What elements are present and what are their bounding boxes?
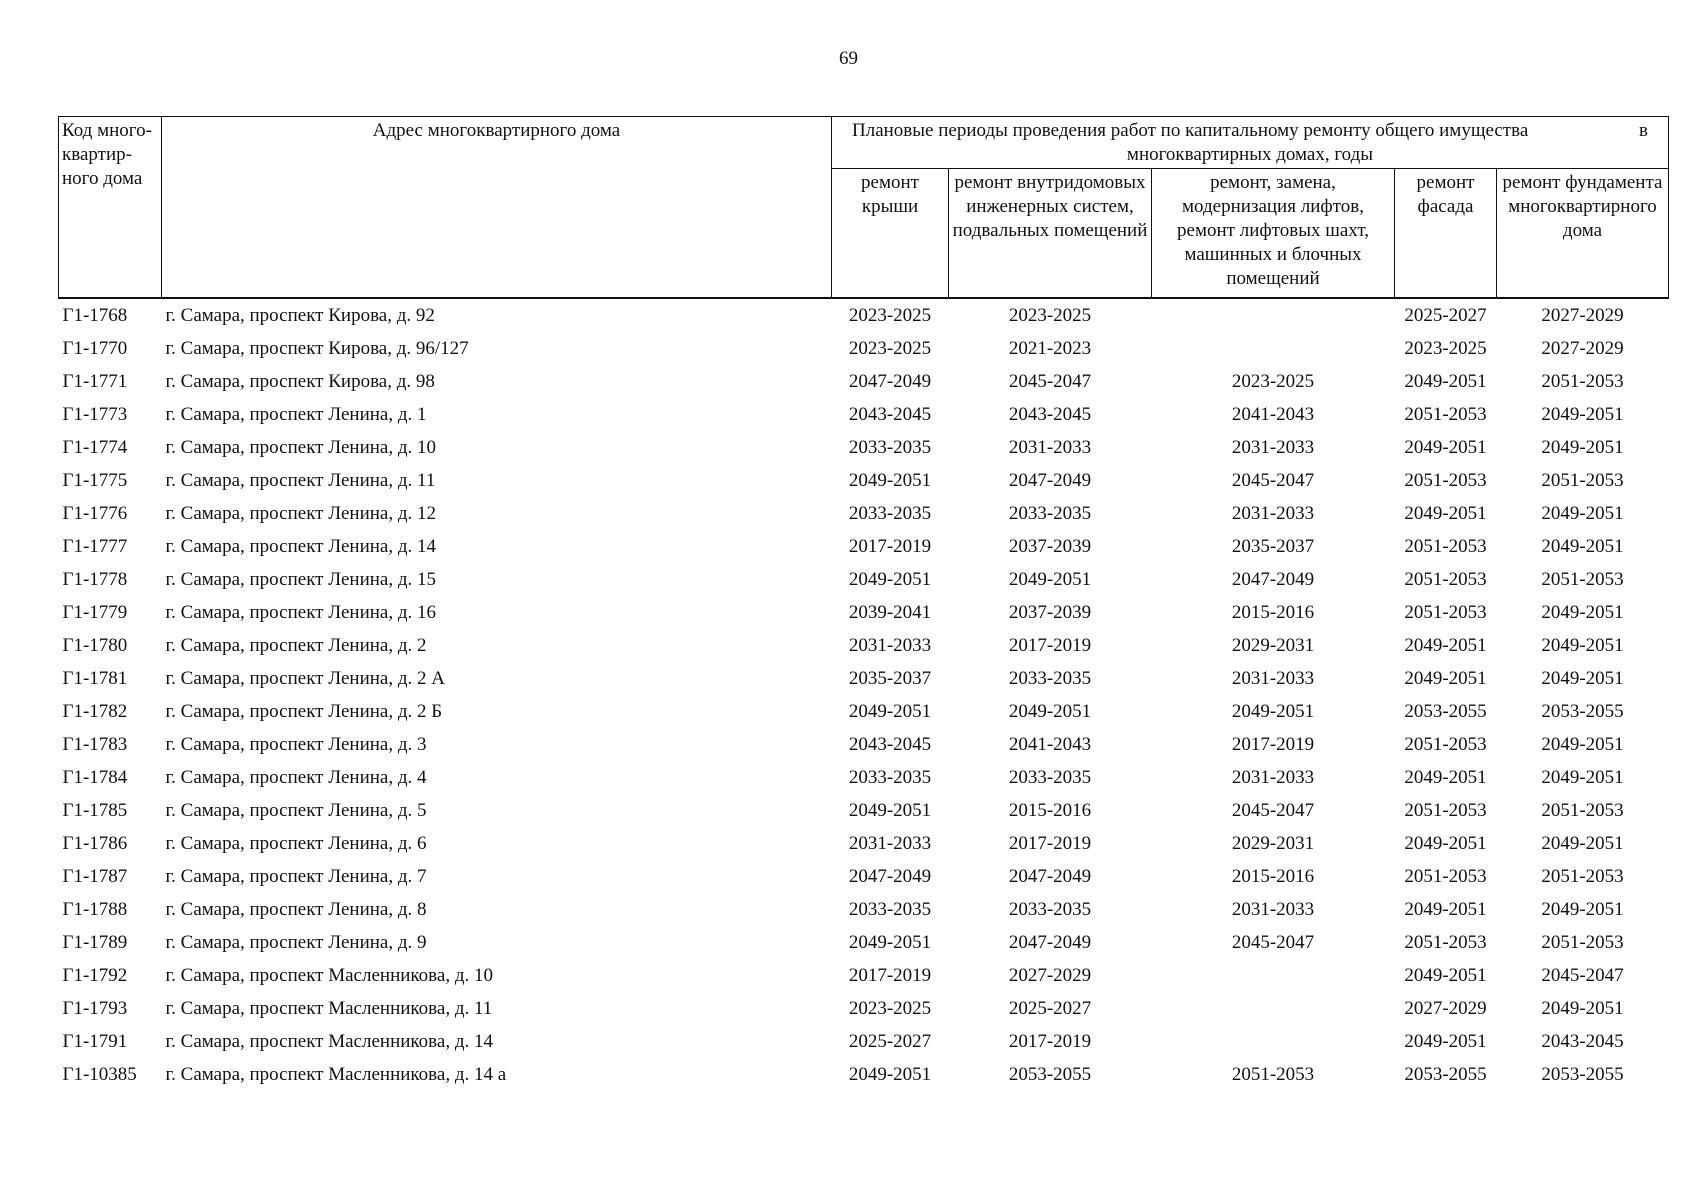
cell-address: г. Самара, проспект Ленина, д. 10 — [165, 436, 437, 458]
cell-foundation: 2049-2051 — [1541, 634, 1624, 656]
cell-foundation: 2049-2051 — [1541, 403, 1624, 425]
table-row — [59, 332, 1669, 365]
cell-lifts — [1152, 332, 1395, 365]
header-address: Адрес многоквартирного дома — [162, 117, 832, 299]
cell-code: Г1-1776 — [62, 502, 128, 524]
cell-facade: 2053-2055 — [1404, 1063, 1487, 1085]
cell-lifts — [1152, 959, 1395, 992]
cell-lifts: 2049-2051 — [1231, 700, 1315, 722]
header-periods-line1-end: в — [1639, 120, 1648, 141]
cell-facade: 2049-2051 — [1404, 370, 1487, 392]
cell-lifts — [1152, 1025, 1395, 1058]
cell-address: г. Самара, проспект Масленникова, д. 10 — [165, 964, 493, 986]
cell-engineering: 2017-2019 — [1008, 832, 1092, 854]
table-row — [59, 497, 1669, 530]
cell-roof: 2049-2051 — [848, 931, 932, 953]
header-engineering: ремонт внутридомовых инженерных систем, подвальных помещений — [949, 169, 1152, 299]
cell-foundation: 2049-2051 — [1541, 766, 1624, 788]
cell-lifts: 2031-2033 — [1231, 898, 1315, 920]
cell-roof: 2017-2019 — [848, 964, 932, 986]
table-row — [59, 530, 1669, 563]
cell-facade: 2051-2053 — [1404, 733, 1487, 755]
header-foundation: ремонт фундамента многоквартирного дома — [1497, 169, 1669, 299]
cell-roof: 2025-2027 — [848, 1030, 932, 1052]
header-periods-line2: многоквартирных домах, годы — [1126, 144, 1374, 165]
cell-lifts: 2015-2016 — [1231, 601, 1315, 623]
cell-engineering: 2045-2047 — [1008, 370, 1092, 392]
cell-roof: 2023-2025 — [848, 337, 932, 359]
cell-lifts: 2045-2047 — [1231, 931, 1315, 953]
cell-engineering: 2037-2039 — [1008, 601, 1092, 623]
cell-address: г. Самара, проспект Ленина, д. 4 — [165, 766, 427, 788]
cell-engineering: 2025-2027 — [1008, 997, 1092, 1019]
cell-code: Г1-1771 — [62, 370, 128, 392]
cell-address: г. Самара, проспект Ленина, д. 2 А — [165, 667, 445, 689]
cell-roof: 2049-2051 — [848, 799, 932, 821]
cell-facade: 2049-2051 — [1404, 436, 1487, 458]
cell-engineering: 2027-2029 — [1008, 964, 1092, 986]
cell-roof: 2017-2019 — [848, 535, 932, 557]
cell-code: Г1-1793 — [62, 997, 128, 1019]
cell-code: Г1-1781 — [62, 667, 128, 689]
cell-lifts: 2015-2016 — [1231, 865, 1315, 887]
cell-facade: 2023-2025 — [1404, 337, 1487, 359]
cell-code: Г1-1768 — [62, 304, 128, 326]
cell-code: Г1-1770 — [62, 337, 128, 359]
cell-address: г. Самара, проспект Ленина, д. 15 — [165, 568, 437, 590]
cell-lifts: 2047-2049 — [1231, 568, 1315, 590]
cell-foundation: 2053-2055 — [1541, 1063, 1624, 1085]
cell-facade: 2025-2027 — [1404, 304, 1487, 326]
table-row — [59, 464, 1669, 497]
cell-roof: 2033-2035 — [848, 436, 932, 458]
cell-code: Г1-1785 — [62, 799, 128, 821]
table-row — [59, 761, 1669, 794]
cell-foundation: 2051-2053 — [1541, 370, 1624, 392]
cell-roof: 2033-2035 — [848, 898, 932, 920]
cell-roof: 2031-2033 — [848, 832, 932, 854]
cell-code: Г1-1783 — [62, 733, 128, 755]
cell-facade: 2049-2051 — [1404, 667, 1487, 689]
cell-lifts — [1152, 992, 1395, 1025]
cell-lifts: 2031-2033 — [1231, 667, 1315, 689]
cell-address: г. Самара, проспект Ленина, д. 2 Б — [165, 700, 443, 722]
cell-facade: 2051-2053 — [1404, 865, 1487, 887]
cell-engineering: 2021-2023 — [1008, 337, 1092, 359]
cell-roof: 2033-2035 — [848, 766, 932, 788]
table-row — [59, 728, 1669, 761]
cell-engineering: 2033-2035 — [1008, 502, 1092, 524]
cell-lifts: 2045-2047 — [1231, 469, 1315, 491]
cell-facade: 2053-2055 — [1404, 700, 1487, 722]
table-body — [59, 298, 1669, 1091]
cell-facade: 2049-2051 — [1404, 502, 1487, 524]
cell-address: г. Самара, проспект Ленина, д. 11 — [165, 469, 436, 491]
cell-foundation: 2049-2051 — [1541, 733, 1624, 755]
cell-facade: 2051-2053 — [1404, 403, 1487, 425]
cell-facade: 2051-2053 — [1404, 931, 1487, 953]
cell-lifts: 2029-2031 — [1231, 634, 1315, 656]
cell-roof: 2035-2037 — [848, 667, 932, 689]
cell-foundation: 2051-2053 — [1541, 799, 1624, 821]
cell-engineering: 2033-2035 — [1008, 667, 1092, 689]
cell-address: г. Самара, проспект Масленникова, д. 14 — [165, 1030, 493, 1052]
cell-lifts: 2045-2047 — [1231, 799, 1315, 821]
table-row — [59, 926, 1669, 959]
cell-engineering: 2049-2051 — [1008, 568, 1092, 590]
cell-lifts: 2031-2033 — [1231, 766, 1315, 788]
cell-foundation: 2049-2051 — [1541, 436, 1624, 458]
table-row — [59, 563, 1669, 596]
cell-code: Г1-1786 — [62, 832, 128, 854]
cell-engineering: 2047-2049 — [1008, 865, 1092, 887]
cell-engineering: 2023-2025 — [1008, 304, 1092, 326]
cell-engineering: 2017-2019 — [1008, 634, 1092, 656]
cell-code: Г1-1789 — [62, 931, 128, 953]
cell-facade: 2027-2029 — [1404, 997, 1487, 1019]
header-code: Код много-квартир-ного дома — [59, 117, 162, 299]
cell-address: г. Самара, проспект Ленина, д. 2 — [165, 634, 427, 656]
cell-address: г. Самара, проспект Ленина, д. 1 — [165, 403, 427, 425]
cell-code: Г1-1782 — [62, 700, 128, 722]
cell-address: г. Самара, проспект Ленина, д. 6 — [165, 832, 427, 854]
cell-roof: 2043-2045 — [848, 733, 932, 755]
cell-foundation: 2049-2051 — [1541, 601, 1624, 623]
cell-foundation: 2027-2029 — [1541, 337, 1624, 359]
cell-lifts: 2041-2043 — [1231, 403, 1315, 425]
cell-lifts: 2035-2037 — [1231, 535, 1315, 557]
cell-foundation: 2049-2051 — [1541, 832, 1624, 854]
cell-code: Г1-10385 — [62, 1063, 137, 1085]
table-row — [59, 1058, 1669, 1091]
cell-engineering: 2047-2049 — [1008, 469, 1092, 491]
cell-address: г. Самара, проспект Ленина, д. 3 — [165, 733, 427, 755]
cell-code: Г1-1775 — [62, 469, 128, 491]
table-row — [59, 629, 1669, 662]
cell-address: г. Самара, проспект Ленина, д. 16 — [165, 601, 437, 623]
cell-lifts: 2029-2031 — [1231, 832, 1315, 854]
header-roof: ремонт крыши — [832, 169, 949, 299]
cell-roof: 2049-2051 — [848, 1063, 932, 1085]
cell-code: Г1-1780 — [62, 634, 128, 656]
cell-roof: 2047-2049 — [848, 370, 932, 392]
cell-roof: 2049-2051 — [848, 469, 932, 491]
cell-foundation: 2049-2051 — [1541, 997, 1624, 1019]
cell-foundation: 2043-2045 — [1541, 1030, 1624, 1052]
cell-foundation: 2051-2053 — [1541, 931, 1624, 953]
header-periods-line1: Плановые периоды проведения работ по капитальному ремонту общего имущества — [852, 120, 1529, 141]
cell-code: Г1-1791 — [62, 1030, 128, 1052]
cell-facade: 2049-2051 — [1404, 832, 1487, 854]
cell-address: г. Самара, проспект Ленина, д. 9 — [165, 931, 427, 953]
cell-lifts: 2031-2033 — [1231, 502, 1315, 524]
cell-engineering: 2031-2033 — [1008, 436, 1092, 458]
cell-roof: 2043-2045 — [848, 403, 932, 425]
table-row — [59, 794, 1669, 827]
cell-code: Г1-1774 — [62, 436, 128, 458]
cell-roof: 2033-2035 — [848, 502, 932, 524]
cell-roof: 2023-2025 — [848, 997, 932, 1019]
cell-foundation: 2049-2051 — [1541, 898, 1624, 920]
cell-roof: 2039-2041 — [848, 601, 932, 623]
cell-lifts: 2031-2033 — [1231, 436, 1315, 458]
cell-foundation: 2045-2047 — [1541, 964, 1624, 986]
cell-facade: 2049-2051 — [1404, 1030, 1487, 1052]
cell-facade: 2049-2051 — [1404, 898, 1487, 920]
cell-roof: 2049-2051 — [848, 568, 932, 590]
cell-foundation: 2051-2053 — [1541, 568, 1624, 590]
cell-engineering: 2041-2043 — [1008, 733, 1092, 755]
cell-facade: 2051-2053 — [1404, 469, 1487, 491]
cell-address: г. Самара, проспект Ленина, д. 5 — [165, 799, 427, 821]
cell-address: г. Самара, проспект Кирова, д. 92 — [165, 304, 435, 326]
table-row — [59, 298, 1669, 332]
cell-address: г. Самара, проспект Кирова, д. 98 — [165, 370, 435, 392]
table-row — [59, 860, 1669, 893]
header-facade: ремонт фасада — [1395, 169, 1497, 299]
cell-address: г. Самара, проспект Масленникова, д. 14 а — [165, 1063, 507, 1085]
cell-code: Г1-1792 — [62, 964, 128, 986]
cell-roof: 2049-2051 — [848, 700, 932, 722]
cell-facade: 2049-2051 — [1404, 634, 1487, 656]
cell-roof: 2023-2025 — [848, 304, 932, 326]
cell-engineering: 2033-2035 — [1008, 898, 1092, 920]
table-row — [59, 662, 1669, 695]
cell-code: Г1-1779 — [62, 601, 128, 623]
cell-engineering: 2053-2055 — [1008, 1063, 1092, 1085]
cell-engineering: 2017-2019 — [1008, 1030, 1092, 1052]
cell-code: Г1-1773 — [62, 403, 128, 425]
cell-foundation: 2053-2055 — [1541, 700, 1624, 722]
table-row — [59, 992, 1669, 1025]
cell-code: Г1-1784 — [62, 766, 128, 788]
header-periods — [832, 117, 1669, 169]
cell-facade: 2051-2053 — [1404, 568, 1487, 590]
table-row — [59, 959, 1669, 992]
cell-engineering: 2037-2039 — [1008, 535, 1092, 557]
table-row — [59, 1025, 1669, 1058]
cell-roof: 2031-2033 — [848, 634, 932, 656]
table-row — [59, 365, 1669, 398]
cell-facade: 2051-2053 — [1404, 799, 1487, 821]
cell-lifts — [1152, 298, 1395, 332]
cell-foundation: 2049-2051 — [1541, 502, 1624, 524]
cell-engineering: 2043-2045 — [1008, 403, 1092, 425]
cell-code: Г1-1787 — [62, 865, 128, 887]
cell-lifts: 2051-2053 — [1231, 1063, 1315, 1085]
cell-foundation: 2049-2051 — [1541, 535, 1624, 557]
header-lifts: ремонт, замена, модернизация лифтов, ремонт лифтовых шахт, машинных и блочных помещений — [1152, 169, 1395, 299]
cell-facade: 2051-2053 — [1404, 601, 1487, 623]
cell-engineering: 2033-2035 — [1008, 766, 1092, 788]
cell-address: г. Самара, проспект Масленникова, д. 11 — [165, 997, 493, 1019]
repair-schedule-table — [58, 116, 1669, 1091]
cell-roof: 2047-2049 — [848, 865, 932, 887]
cell-foundation: 2051-2053 — [1541, 469, 1624, 491]
table-row — [59, 398, 1669, 431]
cell-facade: 2051-2053 — [1404, 535, 1487, 557]
table-header — [59, 117, 1669, 299]
page-number: 69 — [839, 48, 858, 69]
cell-code: Г1-1778 — [62, 568, 128, 590]
table-row — [59, 596, 1669, 629]
cell-foundation: 2027-2029 — [1541, 304, 1624, 326]
cell-lifts: 2017-2019 — [1231, 733, 1315, 755]
cell-facade: 2049-2051 — [1404, 766, 1487, 788]
cell-address: г. Самара, проспект Ленина, д. 12 — [165, 502, 437, 524]
cell-address: г. Самара, проспект Ленина, д. 7 — [165, 865, 427, 887]
cell-foundation: 2051-2053 — [1541, 865, 1624, 887]
cell-code: Г1-1777 — [62, 535, 128, 557]
cell-foundation: 2049-2051 — [1541, 667, 1624, 689]
table-row — [59, 695, 1669, 728]
cell-engineering: 2049-2051 — [1008, 700, 1092, 722]
cell-engineering: 2047-2049 — [1008, 931, 1092, 953]
table-row — [59, 827, 1669, 860]
cell-lifts: 2023-2025 — [1231, 370, 1315, 392]
table-row — [59, 893, 1669, 926]
table-row — [59, 431, 1669, 464]
cell-code: Г1-1788 — [62, 898, 128, 920]
cell-address: г. Самара, проспект Ленина, д. 8 — [165, 898, 427, 920]
cell-address: г. Самара, проспект Кирова, д. 96/127 — [165, 337, 469, 359]
cell-facade: 2049-2051 — [1404, 964, 1487, 986]
cell-address: г. Самара, проспект Ленина, д. 14 — [165, 535, 437, 557]
cell-engineering: 2015-2016 — [1008, 799, 1092, 821]
